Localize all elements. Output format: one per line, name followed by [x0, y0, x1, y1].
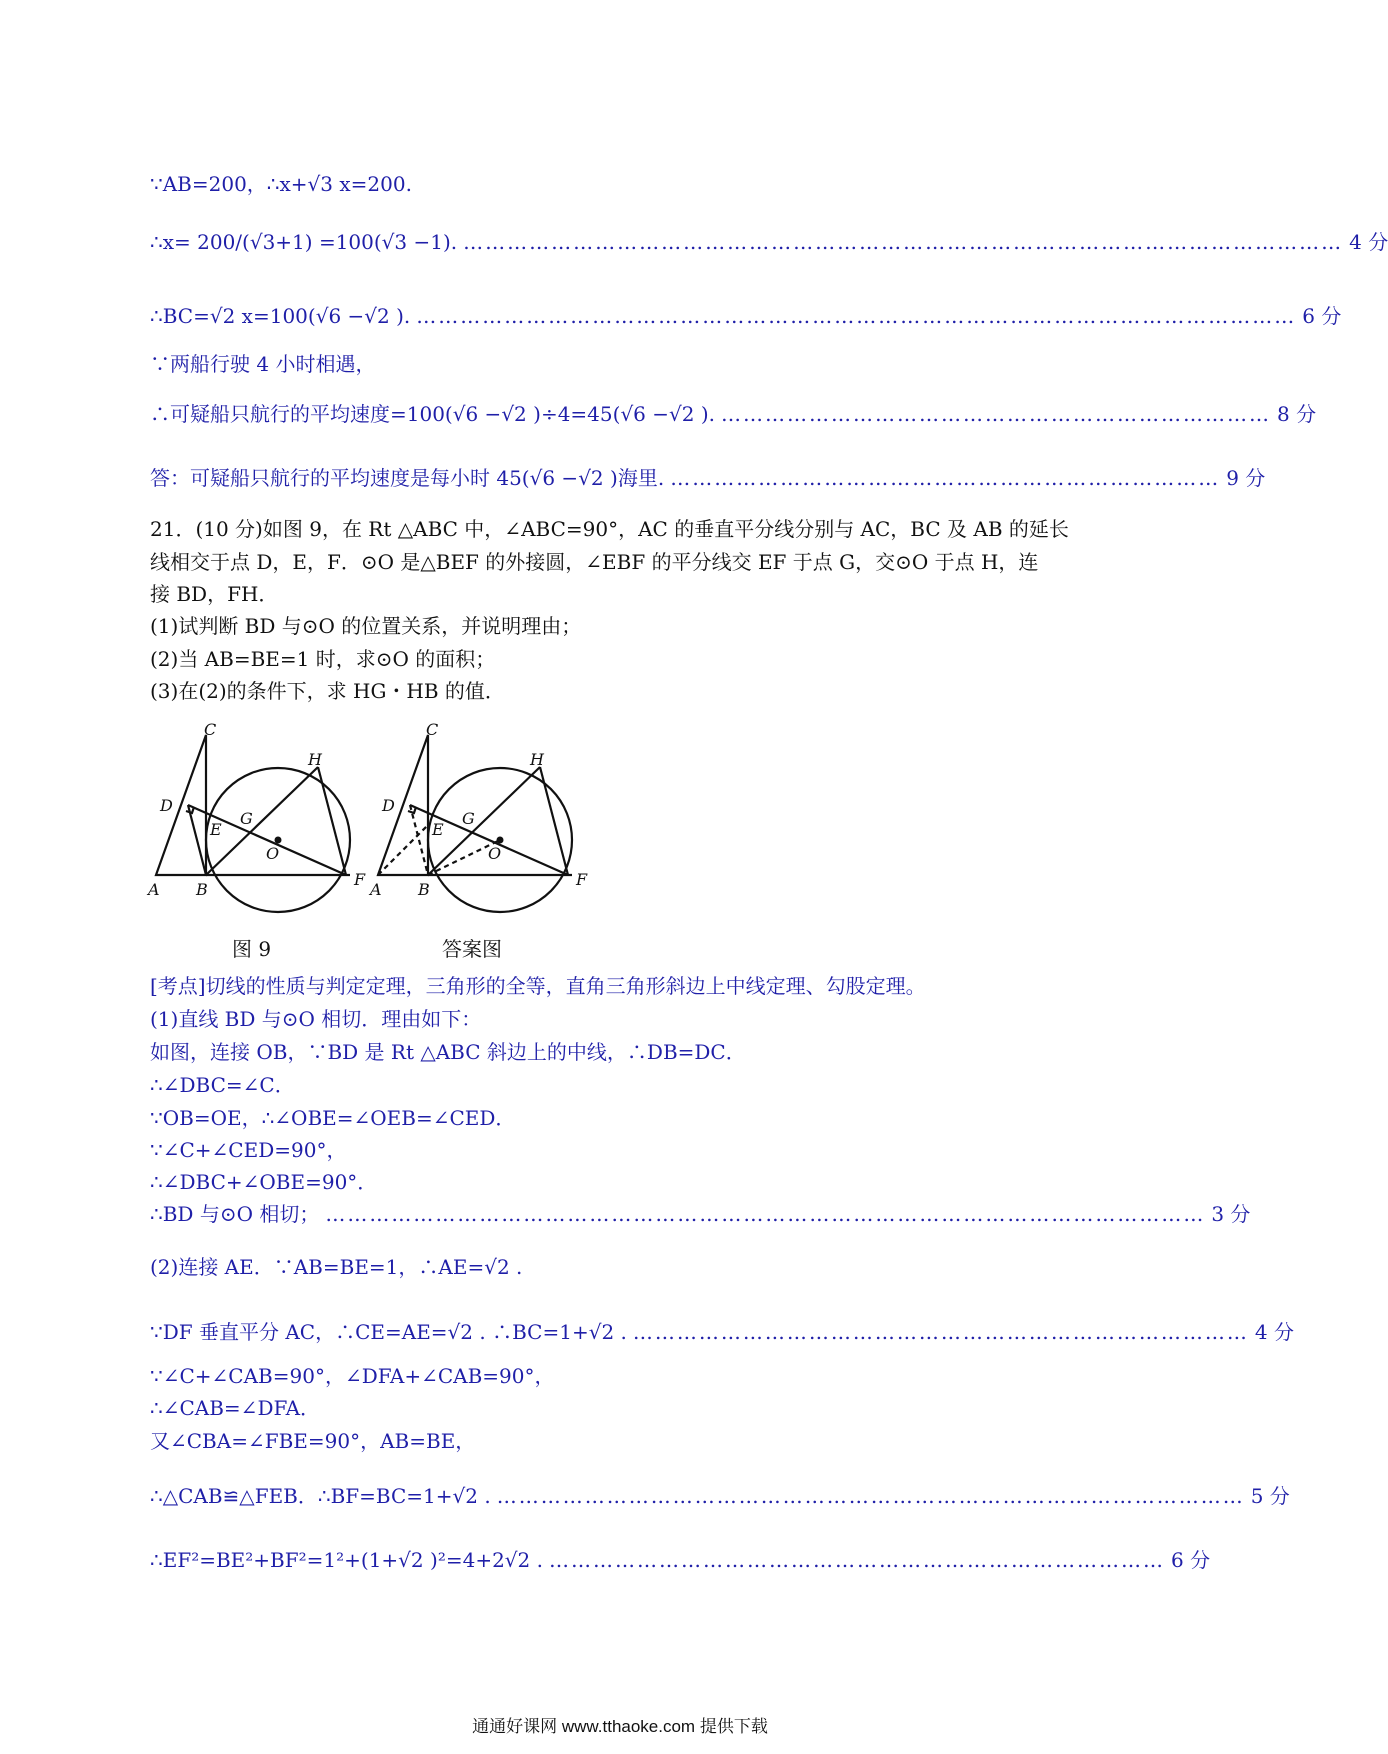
- solution-keypoint: [考点]切线的性质与判定定理，三角形的全等，直角三角形斜边上中线定理、勾股定理。: [150, 974, 926, 998]
- answer-line: 答：可疑船只航行的平均速度是每小时 45(√6 −√2 )海里. ………………………………………………………………… 9 分: [150, 466, 1266, 490]
- score-label: 6 分: [1302, 304, 1342, 328]
- score-label: 5 分: [1250, 1484, 1290, 1508]
- solution-21-1: (1)直线 BD 与⊙O 相切．理由如下：: [150, 1007, 482, 1031]
- label-e: E: [432, 820, 444, 839]
- point-o: [275, 837, 282, 844]
- score-label: 4 分: [1254, 1320, 1294, 1344]
- solution-21-7: ∴BD 与⊙O 相切； ………………………………………………………………………………………………………… 3 分: [150, 1202, 1251, 1226]
- solution-21-14: ∴EF²=BE²+BF²=1²+(1+√2 )²=4+2√2 . ………………………………………………………………………… 6 分: [150, 1548, 1211, 1572]
- leader-dots: …………………………………………………………………………: [548, 1548, 1165, 1572]
- solution-21-5: ∵∠C+∠CED=90°，: [150, 1138, 347, 1162]
- label-b: B: [418, 880, 430, 899]
- point-o: [497, 837, 504, 844]
- solution-21-8: (2)连接 AE．∵AB=BE=1，∴AE=√2 .: [150, 1255, 523, 1279]
- score-label: 6 分: [1170, 1548, 1211, 1572]
- solution-21-13: ∴△CAB≌△FEB．∴BF=BC=1+√2 . ………………………………………………………………………………………… 5 分: [150, 1484, 1290, 1508]
- label-c: C: [426, 720, 439, 739]
- question-line-1: 21．(10 分)如图 9，在 Rt △ABC 中，∠ABC=90°，AC 的垂直平分线分别与 AC，BC 及 AB 的延长: [150, 517, 1069, 541]
- label-d: D: [160, 796, 173, 815]
- solution-line-2: ∴x= 200/(√3+1) =100(√3 −1). ………………………………………………………………………………………………………… 4 分: [150, 230, 1388, 254]
- question-sub-3: (3)在(2)的条件下，求 HG・HB 的值．: [150, 679, 505, 703]
- solution-21-2: 如图，连接 OB，∵BD 是 Rt △ABC 斜边上的中线，∴DB=DC．: [150, 1040, 746, 1064]
- solution-21-9: ∵DF 垂直平分 AC，∴CE=AE=√2 . ∴BC=1+√2 . ………………………………………………………………………… 4 分: [150, 1320, 1294, 1344]
- solution-21-11: ∴∠CAB=∠DFA．: [150, 1396, 321, 1420]
- score-label: 9 分: [1226, 466, 1266, 490]
- answer-figure: [370, 720, 600, 915]
- leader-dots: …………………………………………………………………………………………………………: [463, 230, 1344, 254]
- leader-dots: …………………………………………………………………: [670, 466, 1221, 490]
- figure-9: [148, 720, 378, 915]
- leader-dots: …………………………………………………………………………………………………………: [325, 1202, 1206, 1226]
- line-hf: [318, 767, 346, 875]
- solution-21-6: ∴∠DBC+∠OBE=90°．: [150, 1170, 378, 1194]
- label-f: F: [576, 870, 588, 889]
- leader-dots: …………………………………………………………………………: [632, 1320, 1249, 1344]
- label-d: D: [382, 796, 395, 815]
- label-g: G: [240, 809, 253, 828]
- label-h: H: [530, 750, 544, 769]
- score-label: 4 分: [1349, 230, 1388, 254]
- right-angle-mark: [408, 807, 416, 813]
- line-bd: [188, 805, 206, 875]
- label-a: A: [148, 880, 160, 899]
- label-b: B: [196, 880, 208, 899]
- question-line-2: 线相交于点 D，E，F．⊙O 是△BEF 的外接圆，∠EBF 的平分线交 EF 于点 G，交⊙O 于点 H，连: [150, 550, 1039, 574]
- label-c: C: [204, 720, 217, 739]
- label-g: G: [462, 809, 475, 828]
- solution-21-4: ∵OB=OE，∴∠OBE=∠OEB=∠CED．: [150, 1106, 516, 1130]
- figure-9-caption: 图 9: [232, 937, 272, 961]
- label-o: O: [488, 844, 502, 863]
- question-sub-2: (2)当 AB=BE=1 时，求⊙O 的面积；: [150, 647, 496, 671]
- question-sub-1: (1)试判断 BD 与⊙O 的位置关系，并说明理由；: [150, 614, 582, 638]
- label-f: F: [354, 870, 366, 889]
- line-hf: [540, 767, 568, 875]
- answer-figure-caption: 答案图: [442, 937, 502, 961]
- solution-line-4: ∵两船行驶 4 小时相遇，: [150, 352, 376, 376]
- leader-dots: …………………………………………………………………………………………………………: [416, 304, 1297, 328]
- solution-line-1: ∵AB=200，∴x+√3 x=200.: [150, 172, 412, 196]
- score-label: 8 分: [1277, 402, 1317, 426]
- page-footer: 通通好课网 www.tthaoke.com 提供下载: [472, 1717, 768, 1736]
- solution-21-3: ∴∠DBC=∠C．: [150, 1073, 295, 1097]
- score-label: 3 分: [1211, 1202, 1251, 1226]
- question-line-3: 接 BD，FH．: [150, 582, 279, 606]
- solution-21-12: 又∠CBA=∠FBE=90°，AB=BE，: [150, 1429, 476, 1453]
- label-a: A: [370, 880, 382, 899]
- label-h: H: [308, 750, 322, 769]
- label-e: E: [210, 820, 222, 839]
- leader-dots: …………………………………………………………………: [721, 402, 1272, 426]
- solution-21-10: ∵∠C+∠CAB=90°，∠DFA+∠CAB=90°，: [150, 1364, 555, 1388]
- solution-line-5: ∴可疑船只航行的平均速度=100(√6 −√2 )÷4=45(√6 −√2 ). ………………………………………………………………… 8 分: [150, 402, 1317, 426]
- label-o: O: [266, 844, 280, 863]
- leader-dots: …………………………………………………………………………………………: [496, 1484, 1245, 1508]
- solution-line-3: ∴BC=√2 x=100(√6 −√2 ). ………………………………………………………………………………………………………… 6 分: [150, 304, 1342, 328]
